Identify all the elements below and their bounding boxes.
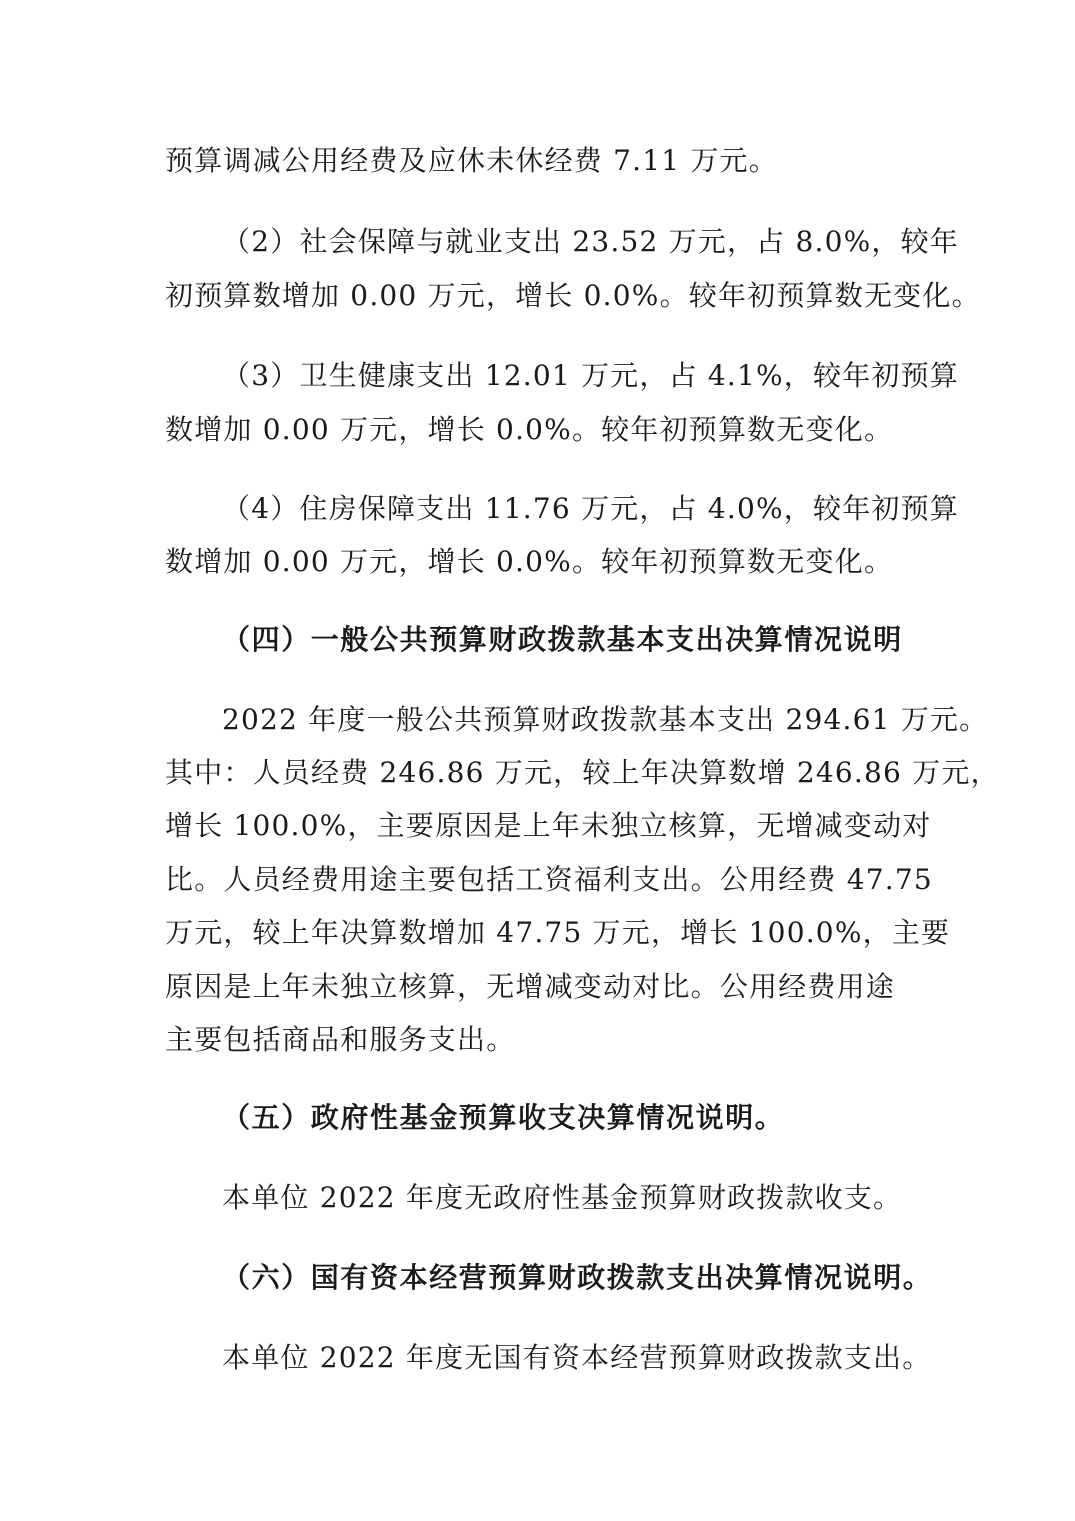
paragraph-line-8: 2022 年度一般公共预算财政拨款基本支出 294.61 万元。 <box>222 703 989 736</box>
paragraph-line-9: 其中：人员经费 246.86 万元，较上年决算数增 246.86 万元， <box>165 756 1000 789</box>
paragraph-line-5: 数增加 0.00 万元，增长 0.0%。较年初预算数无变化。 <box>165 413 894 446</box>
paragraph-line-6: （4）住房保障支出 11.76 万元，占 4.0%，较年初预算 <box>222 492 960 525</box>
paragraph-line-4: （3）卫生健康支出 12.01 万元，占 4.1%，较年初预算 <box>222 359 960 392</box>
paragraph-line-16: 本单位 2022 年度无国有资本经营预算财政拨款支出。 <box>222 1341 932 1374</box>
paragraph-line-15: 本单位 2022 年度无政府性基金预算财政拨款收支。 <box>222 1181 903 1214</box>
paragraph-line-7: 数增加 0.00 万元，增长 0.0%。较年初预算数无变化。 <box>165 545 894 578</box>
paragraph-line-1: 预算调减公用经费及应休未休经费 7.11 万元。 <box>165 144 778 177</box>
paragraph-line-11: 比。人员经费用途主要包括工资福利支出。公用经费 47.75 <box>165 863 933 896</box>
section-heading-6: （六）国有资本经营预算财政拨款支出决算情况说明。 <box>222 1261 933 1294</box>
paragraph-line-14: 主要包括商品和服务支出。 <box>165 1023 516 1056</box>
paragraph-line-13: 原因是上年未独立核算，无增减变动对比。公用经费用途 <box>165 970 896 1003</box>
paragraph-line-3: 初预算数增加 0.00 万元，增长 0.0%。较年初预算数无变化。 <box>165 279 981 312</box>
paragraph-line-2: （2）社会保障与就业支出 23.52 万元，占 8.0%，较年 <box>222 225 960 258</box>
paragraph-line-10: 增长 100.0%，主要原因是上年未独立核算，无增减变动对 <box>165 809 932 842</box>
section-heading-4: （四）一般公共预算财政拨款基本支出决算情况说明 <box>222 623 903 656</box>
section-heading-5: （五）政府性基金预算收支决算情况说明。 <box>222 1101 785 1134</box>
paragraph-line-12: 万元，较上年决算数增加 47.75 万元，增长 100.0%，主要 <box>165 916 951 949</box>
